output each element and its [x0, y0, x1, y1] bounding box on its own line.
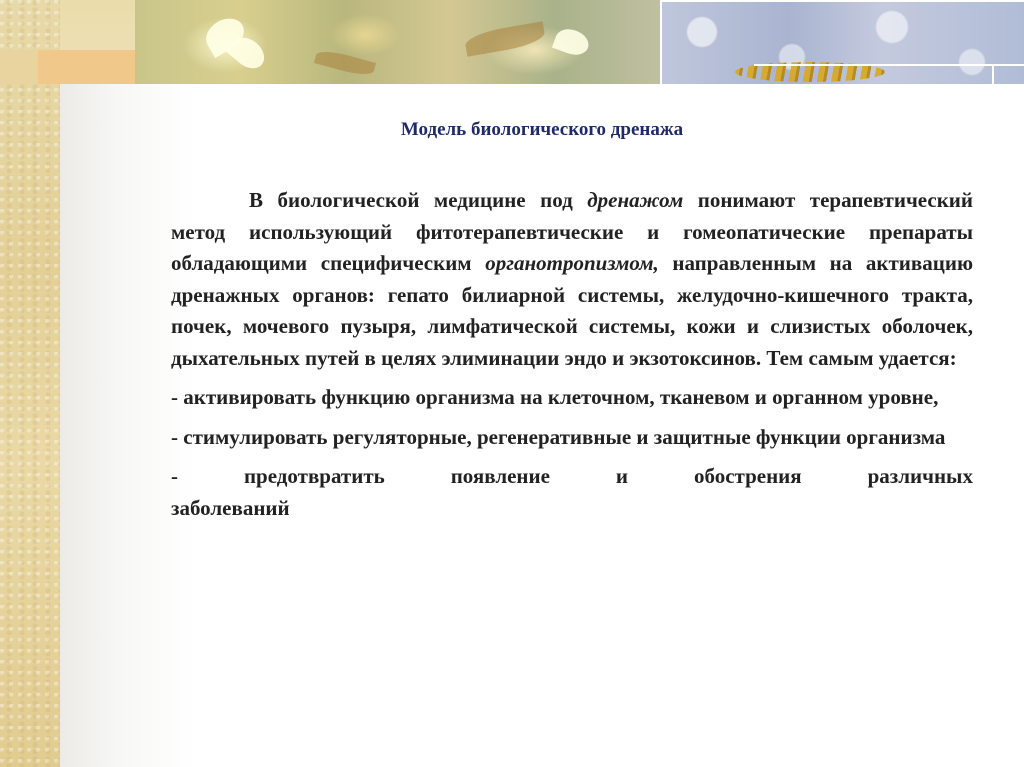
decor-accent [38, 50, 136, 84]
paragraph-text-3: направленным на активацию дренажных органов: гепато билиарной системы, желудочно-кишечного тракта, почек, мочевого пузыря, лимфатической системы, кожи и слизистых оболочек, дыхательных путей в целях элиминации эндо и экзотоксинов. Тем самым удается: [171, 251, 973, 370]
bullet-word: различных [867, 464, 973, 488]
paragraph-emphasis-1: дренажом [587, 188, 684, 212]
bullet-tail: заболеваний [171, 495, 290, 520]
bullet-word: обострения [693, 464, 802, 488]
decor-accent-left [0, 50, 38, 84]
bullet-item-last [171, 461, 973, 524]
bullet-word: появление [450, 464, 550, 488]
paragraph-text-1: В биологической медицине под [249, 188, 588, 212]
bullet-last-line [171, 461, 973, 493]
paragraph-text-2: понимают терапевтический метод использующий фитотерапевтические и гомеопатические препараты обладающими специфическим [171, 188, 974, 275]
bullet-word: предотвратить [243, 464, 385, 488]
frame-line [754, 64, 1024, 66]
slide-title: Модель биологического дренажа [400, 119, 684, 140]
bullet-word: и [615, 464, 629, 488]
bullet-dash: - [171, 464, 178, 488]
paragraph-emphasis-2: органотропизмом, [485, 251, 659, 275]
slide-body [171, 185, 973, 524]
bullet-item: - стимулировать регуляторные, регенеративные и защитные функции организма [171, 424, 946, 449]
left-parchment-strip [0, 0, 60, 767]
bullet-item: - активировать функцию организма на клеточном, тканевом и органном уровне, [171, 385, 939, 409]
floral-banner-image [135, 0, 660, 84]
main-paragraph [171, 185, 973, 374]
